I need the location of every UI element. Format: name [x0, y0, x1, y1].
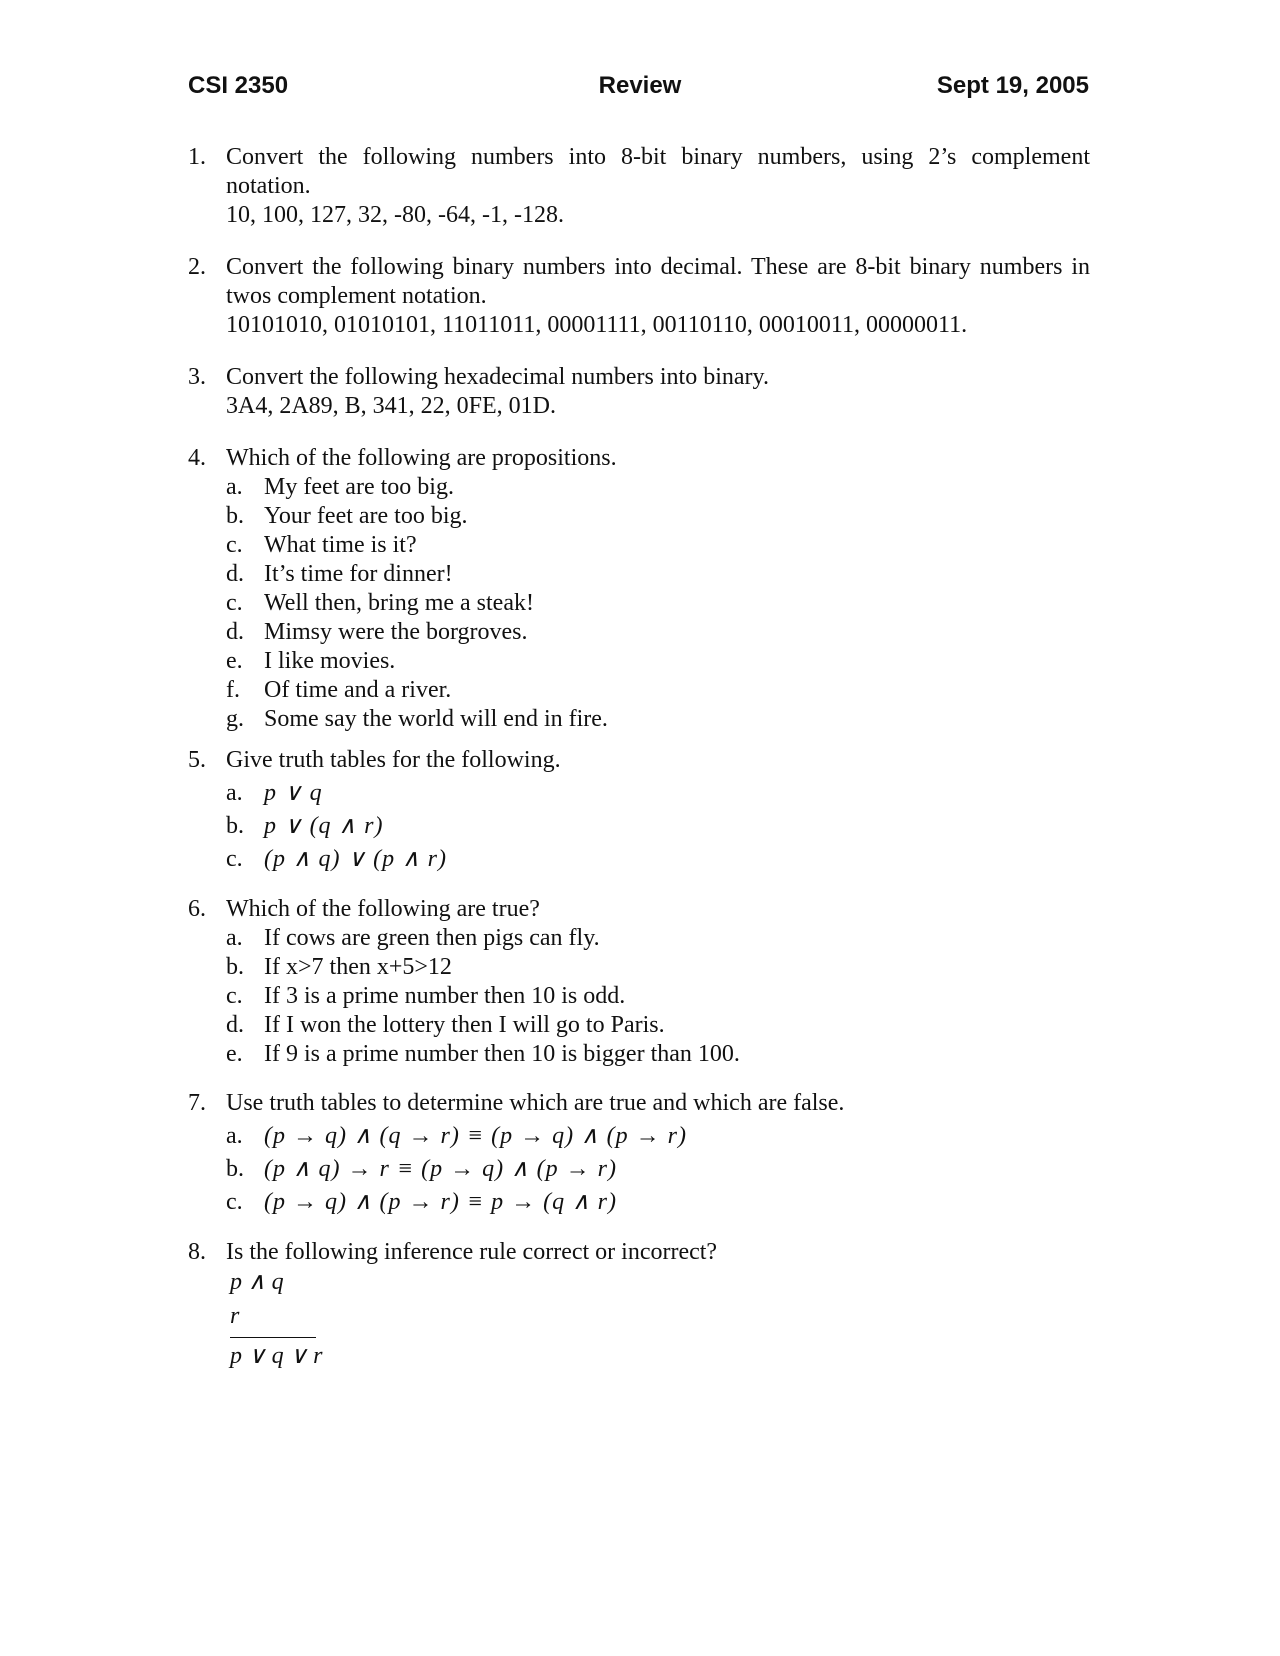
item-letter: a.: [226, 1123, 243, 1149]
formula: (p ∧ q) ∨ (p ∧ r): [264, 846, 448, 872]
formula: p ∨ q: [264, 780, 323, 806]
question-stem: Convert the following binary numbers into decimal. These are 8-bit binary numbers in twos complement notation.: [226, 254, 1090, 309]
list-item: [226, 618, 1090, 647]
item-text: It’s time for dinner!: [264, 561, 453, 587]
item-text: Well then, bring me a steak!: [264, 590, 534, 616]
question-number: 8.: [188, 1239, 206, 1265]
question-stem: Use truth tables to determine which are true and which are false.: [226, 1090, 845, 1116]
item-letter: d.: [226, 619, 244, 645]
list-item: [226, 953, 1090, 982]
question-number: 7.: [188, 1090, 206, 1116]
list-item: [226, 924, 1090, 953]
question-stem: Which of the following are true?: [226, 896, 540, 922]
formula: (p → q) ∧ (q → r) ≡ (p → q) ∧ (p → r): [264, 1123, 687, 1149]
formula: (p ∧ q) → r ≡ (p → q) ∧ (p → r): [264, 1156, 617, 1182]
list-item: [226, 647, 1090, 676]
item-letter: b.: [226, 813, 244, 839]
document-date: Sept 19, 2005: [936, 72, 1089, 99]
list-item: [226, 1153, 1090, 1186]
item-letter: c.: [226, 532, 243, 558]
item-letter: c.: [226, 983, 243, 1009]
item-letter: c.: [226, 846, 243, 872]
question-number: 5.: [188, 747, 206, 773]
inference-line: [230, 1337, 316, 1338]
formula: p ∨ (q ∧ r): [264, 813, 384, 839]
question-number: 1.: [188, 144, 206, 170]
premise-1: p ∧ q: [230, 1269, 284, 1295]
item-text: Some say the world will end in fire.: [264, 706, 608, 732]
question-6: [188, 895, 1090, 1069]
item-letter: b.: [226, 503, 244, 529]
item-text: Your feet are too big.: [264, 503, 468, 529]
list-item: [226, 531, 1090, 560]
item-text: If 9 is a prime number then 10 is bigger than 100.: [264, 1041, 740, 1067]
item-letter: c.: [226, 1189, 243, 1215]
item-letter: b.: [226, 954, 244, 980]
item-text: If x>7 then x+5>12: [264, 954, 452, 980]
list-item: [226, 676, 1090, 705]
item-text: If cows are green then pigs can fly.: [264, 925, 600, 951]
item-text: I like movies.: [264, 648, 396, 674]
conclusion: p ∨ q ∨ r: [230, 1343, 323, 1369]
item-text: What time is it?: [264, 532, 417, 558]
premise-2: r: [230, 1303, 240, 1329]
question-1: [188, 143, 1090, 230]
item-text: Of time and a river.: [264, 677, 452, 703]
item-letter: c.: [226, 590, 243, 616]
item-letter: a.: [226, 474, 243, 500]
question-stem: Convert the following hexadecimal numbers into binary.: [226, 364, 769, 390]
question-values: 10101010, 01010101, 11011011, 00001111, 00110110, 00010011, 00000011.: [226, 312, 968, 338]
list-item: [226, 1120, 1090, 1153]
list-item: [226, 777, 1090, 810]
item-text: My feet are too big.: [264, 474, 454, 500]
item-letter: f.: [226, 677, 240, 703]
list-item: [226, 705, 1090, 734]
list-item: [226, 589, 1090, 618]
question-2: [188, 253, 1090, 340]
question-values: 3A4, 2A89, B, 341, 22, 0FE, 01D.: [226, 393, 557, 419]
question-stem: Give truth tables for the following.: [226, 747, 561, 773]
question-number: 2.: [188, 254, 206, 280]
list-item: [226, 982, 1090, 1011]
question-stem: Which of the following are propositions.: [226, 445, 617, 471]
item-letter: a.: [226, 780, 243, 806]
item-text: If I won the lottery then I will go to Paris.: [264, 1012, 665, 1038]
item-letter: g.: [226, 706, 244, 732]
question-number: 6.: [188, 896, 206, 922]
document-title: Review: [598, 72, 682, 99]
list-item: [226, 843, 1090, 876]
question-8: [188, 1238, 1090, 1370]
question-5: [188, 744, 1090, 876]
question-number: 3.: [188, 364, 206, 390]
question-7: [188, 1087, 1090, 1219]
item-letter: e.: [226, 1041, 243, 1067]
item-letter: b.: [226, 1156, 244, 1182]
inference-rule: [230, 1267, 1090, 1370]
question-3: [188, 363, 1090, 421]
item-letter: d.: [226, 1012, 244, 1038]
list-item: [226, 502, 1090, 531]
question-values: 10, 100, 127, 32, -80, -64, -1, -128.: [226, 202, 564, 228]
list-item: [226, 1011, 1090, 1040]
list-item: [226, 473, 1090, 502]
question-4: [188, 444, 1090, 734]
item-letter: a.: [226, 925, 243, 951]
formula: (p → q) ∧ (p → r) ≡ p → (q ∧ r): [264, 1189, 617, 1215]
item-text: Mimsy were the borgroves.: [264, 619, 528, 645]
list-item: [226, 810, 1090, 843]
question-stem: Is the following inference rule correct or incorrect?: [226, 1239, 718, 1265]
item-letter: e.: [226, 648, 243, 674]
list-item: [226, 1186, 1090, 1219]
question-stem: Convert the following numbers into 8-bit binary numbers, using 2’s complement notation.: [226, 144, 1090, 199]
list-item: [226, 560, 1090, 589]
question-number: 4.: [188, 445, 206, 471]
item-text: If 3 is a prime number then 10 is odd.: [264, 983, 626, 1009]
item-letter: d.: [226, 561, 244, 587]
course-code: CSI 2350: [188, 72, 289, 99]
list-item: [226, 1040, 1090, 1069]
